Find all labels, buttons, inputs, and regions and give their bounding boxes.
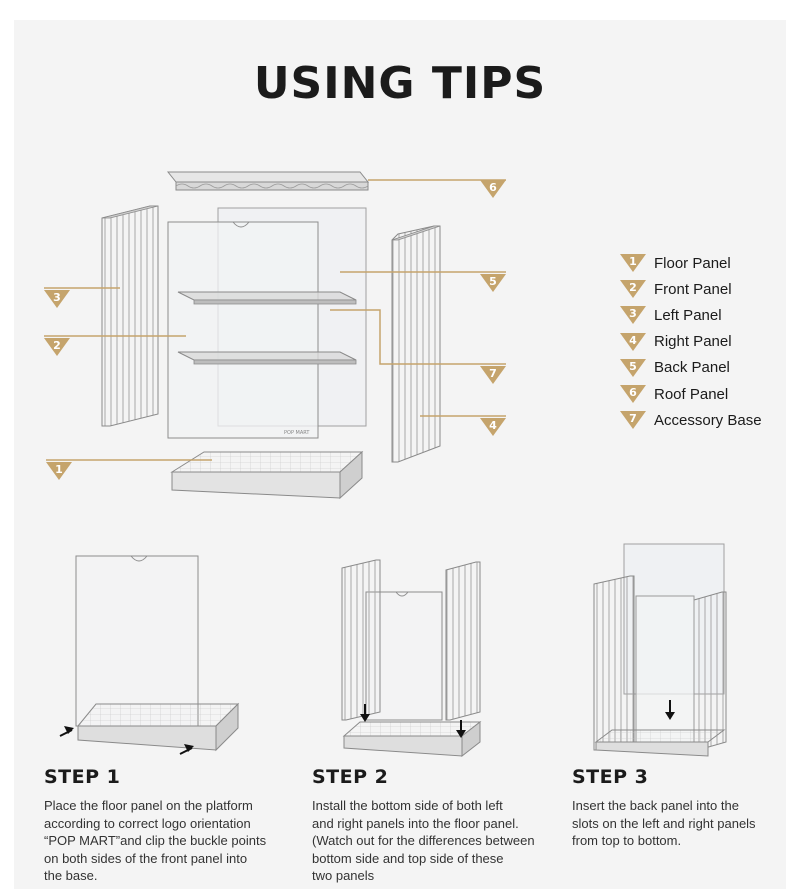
- left-panel: [102, 206, 158, 426]
- step2-diagram: [342, 560, 480, 756]
- step1-text: Place the floor panel on the platform according to correct logo orientation “POP MART”and clip the buckle points on both sides of the front panel into the base.: [44, 798, 267, 884]
- legend-badge: 3: [620, 306, 646, 324]
- floor-panel: [172, 452, 362, 498]
- front-panel: [168, 222, 318, 438]
- legend-badge: 7: [620, 411, 646, 429]
- legend-badge: 1: [620, 254, 646, 272]
- callout-accessory-base: 7: [480, 366, 506, 384]
- legend-item-front-panel: [620, 276, 762, 302]
- callout-right-panel: 4: [480, 418, 506, 436]
- step1-diagram: [60, 556, 238, 754]
- legend-label: Left Panel: [654, 306, 722, 324]
- right-panel: [392, 226, 440, 462]
- callout-roof-panel: 6: [480, 180, 506, 198]
- parts-legend: [620, 250, 762, 433]
- step2-text: Install the bottom side of both left and right panels into the floor panel. (Watch out for the differences between bottom side and top side of these two panels: [312, 798, 535, 884]
- step2-title: STEP 2: [312, 766, 389, 788]
- legend-label: Accessory Base: [654, 411, 762, 429]
- legend-badge: 5: [620, 359, 646, 377]
- legend-badge: 6: [620, 385, 646, 403]
- legend-label: Front Panel: [654, 280, 732, 298]
- step1-title: STEP 1: [44, 766, 121, 788]
- legend-item-right-panel: [620, 329, 762, 355]
- roof-panel: [168, 172, 368, 190]
- legend-item-accessory-base: [620, 407, 762, 433]
- legend-badge: 4: [620, 333, 646, 351]
- legend-item-back-panel: [620, 355, 762, 381]
- page-title: USING TIPS: [253, 58, 547, 109]
- step3-title: STEP 3: [572, 766, 649, 788]
- front-panel-logo: POP MART: [284, 430, 310, 436]
- legend-badge: 2: [620, 280, 646, 298]
- legend-item-roof-panel: [620, 381, 762, 407]
- legend-label: Back Panel: [654, 359, 730, 377]
- step3-diagram: [594, 544, 726, 756]
- callout-front-panel: 2: [44, 338, 70, 356]
- legend-label: Right Panel: [654, 333, 732, 351]
- legend-item-left-panel: [620, 302, 762, 328]
- callout-back-panel: 5: [480, 274, 506, 292]
- step3-text: Insert the back panel into the slots on the left and right panels from top to bottom.: [572, 798, 756, 849]
- callout-left-panel: 3: [44, 290, 70, 308]
- callout-floor-panel: 1: [46, 462, 72, 480]
- legend-label: Floor Panel: [654, 254, 731, 272]
- legend-item-floor-panel: [620, 250, 762, 276]
- legend-label: Roof Panel: [654, 385, 729, 403]
